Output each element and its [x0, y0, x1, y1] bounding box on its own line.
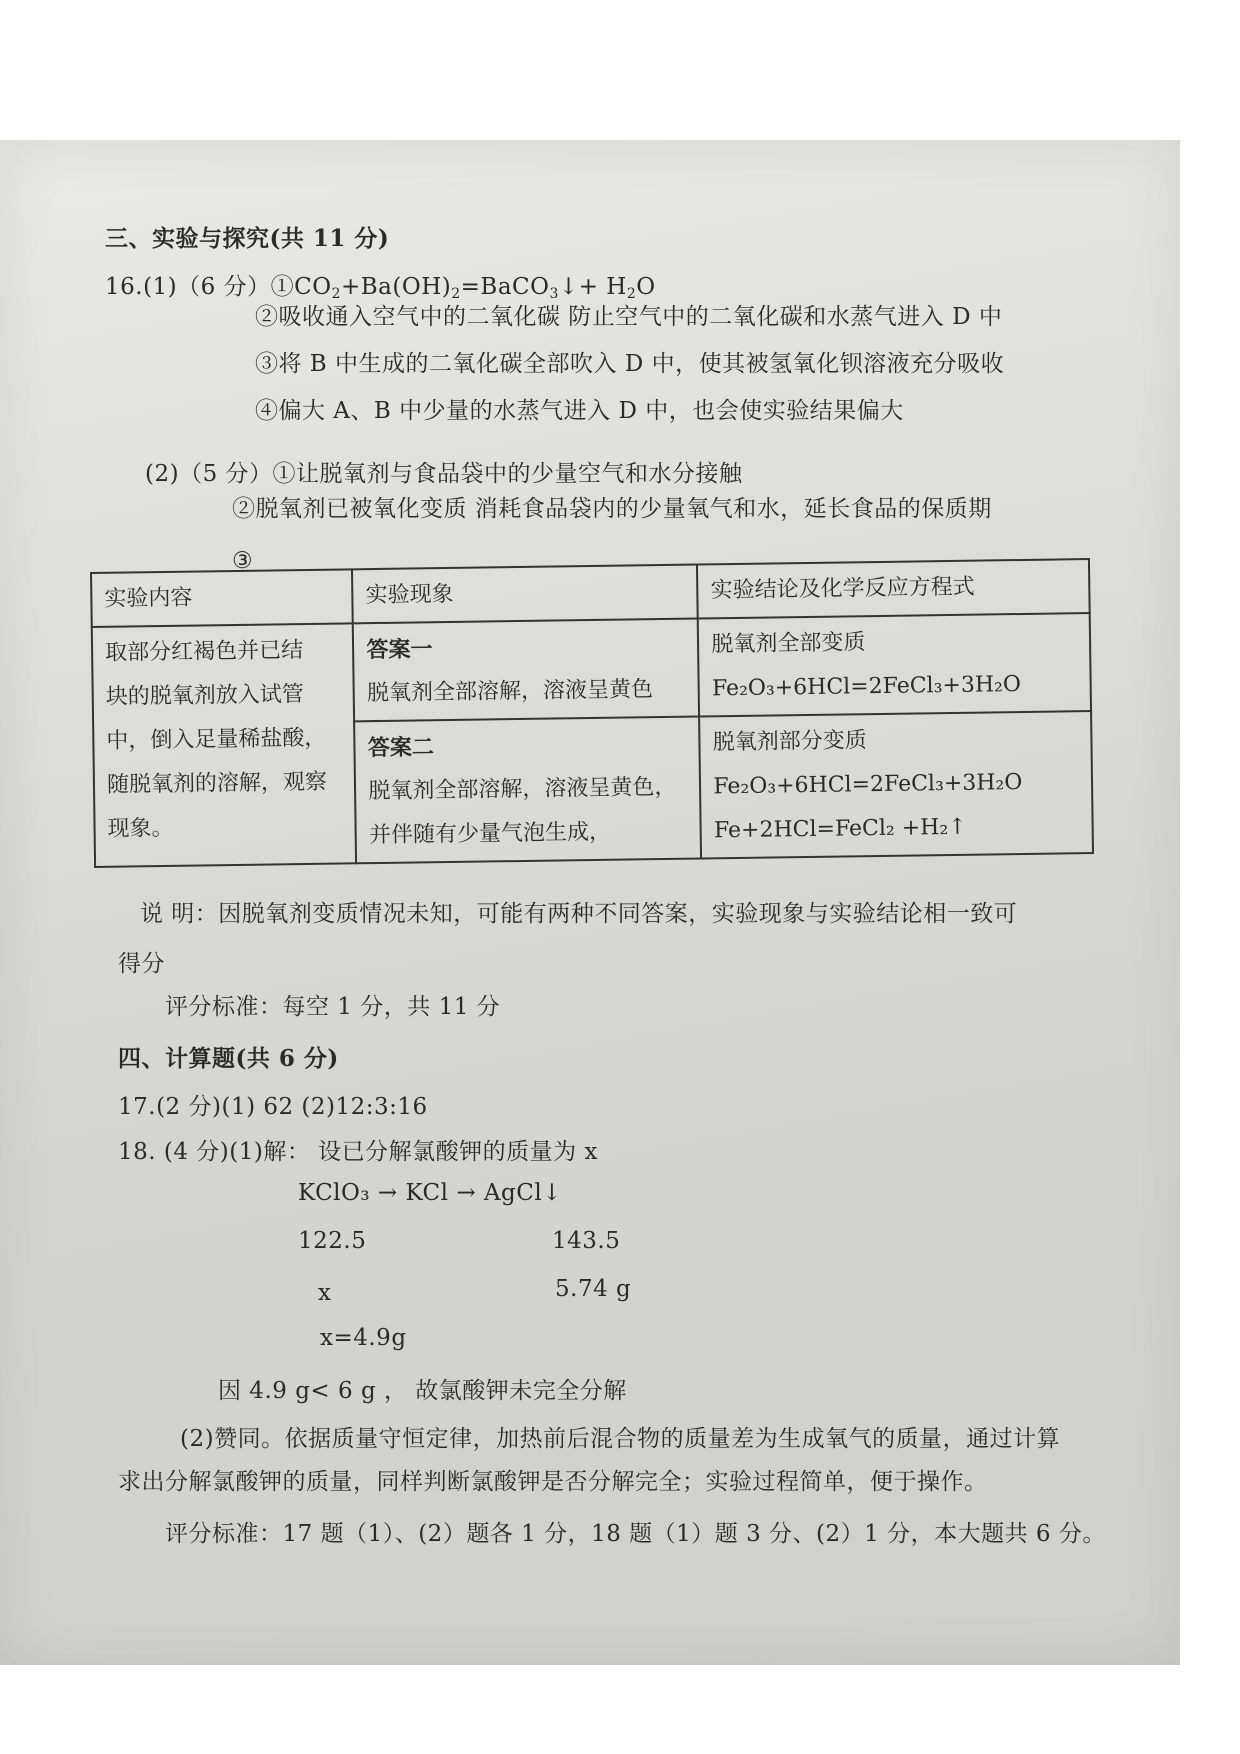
section-3-scoring: 评分标准：每空 1 分，共 11 分 [165, 994, 501, 1020]
answer-1-equation: Fe₂O₃+6HCl=2FeCl₃+3H₂O [711, 672, 1022, 702]
answer-2-equation-2: Fe+2HCl=FeCl₂ +H₂↑ [713, 814, 967, 844]
explanation-line-1: 说 明：因脱氧剂变质情况未知，可能有两种不同答案，实验现象与实验结论相一致可 [140, 901, 1018, 927]
q18-unknown-x: x [318, 1280, 332, 1306]
q16-1-answer-3: ③将 B 中生成的二氧化碳全部吹入 D 中，使其被氢氧化钡溶液充分吸收 [255, 351, 1005, 377]
q16-2-answer-2: ②脱氧剂已被氧化变质 消耗食品袋内的少量氧气和水，延长食品的保质期 [232, 496, 992, 522]
q16-1-answer-4: ④偏大 A、B 中少量的水蒸气进入 D 中，也会使实验结果偏大 [255, 398, 904, 424]
q18-conclusion: 因 4.9 g< 6 g ， 故氯酸钾未完全分解 [218, 1378, 627, 1404]
section-3-heading: 三、实验与探究(共 11 分) [105, 225, 390, 252]
answer-1-conclusion: 脱氧剂全部变质 [711, 630, 866, 658]
content-line: 块的脱氧剂放入试管 [105, 682, 304, 710]
q18-reaction-chain: KClO₃ → KCl → AgCl↓ [298, 1180, 562, 1206]
answer-1-phenomenon-cell [353, 619, 699, 722]
explanation-line-2: 得分 [118, 951, 165, 977]
answer-1-title: 答案一 [366, 636, 433, 664]
content-line: 现象。 [107, 815, 174, 842]
table-row [92, 613, 1091, 725]
header-content: 实验内容 [91, 569, 353, 627]
content-line: 随脱氧剂的溶解，观察 [106, 769, 328, 798]
content-line: 取部分红褐色并已结 [104, 638, 304, 666]
answer-2-conclusion-cell [699, 711, 1093, 858]
q18-known-mass: 5.74 g [555, 1276, 632, 1302]
q17-answer: 17.(2 分)(1) 62 (2)12:3:16 [118, 1094, 428, 1120]
q16-2-answer-1: (2)（5 分）①让脱氧剂与食品袋中的少量空气和水分接触 [145, 461, 743, 487]
header-phenomenon: 实验现象 [352, 565, 698, 624]
answer-2-phenomenon-line-2: 并伴随有少量气泡生成， [368, 819, 612, 849]
content-line: 中，倒入足量稀盐酸， [106, 725, 327, 754]
answer-2-phenomenon-cell [354, 717, 701, 864]
section-4-scoring: 评分标准：17 题（1）、(2）题各 1 分，18 题（1）题 3 分、(2）1 分，本大题共 6 分。 [165, 1521, 1106, 1547]
q16-1-answer-2: ②吸收通入空气中的二氧化碳 防止空气中的二氧化碳和水蒸气进入 D 中 [255, 304, 1003, 330]
q16-1-equation: 16.(1)（6 分）$①CO_2+Ba(OH)_2=BaCO_3↓+ H_2O$ [105, 274, 656, 302]
q18-mass-agcl: 143.5 [552, 1228, 621, 1254]
section-4-heading: 四、计算题(共 6 分) [118, 1045, 339, 1072]
experiment-content-cell [92, 623, 357, 867]
q18-part2-line-1: (2)赞同。依据质量守恒定律，加热前后混合物的质量差为生成氧气的质量，通过计算 [180, 1426, 1061, 1452]
q16-2-answer-3: ③ [232, 548, 254, 574]
q18-part2-line-2: 求出分解氯酸钾的质量，同样判断氯酸钾是否分解完全；实验过程简单，便于操作。 [118, 1469, 988, 1495]
answer-2-conclusion: 脱氧剂部分变质 [712, 728, 867, 756]
answer-2-equation-1: Fe₂O₃+6HCl=2FeCl₃+3H₂O [713, 770, 1023, 800]
header-conclusion: 实验结论及化学反应方程式 [697, 559, 1089, 618]
answer-2-title: 答案二 [367, 734, 435, 762]
q18-mass-kclo3: 122.5 [298, 1228, 367, 1254]
q18-result: x=4.9g [320, 1325, 407, 1351]
q18-intro: 18. (4 分)(1)解： 设已分解氯酸钾的质量为 x [118, 1139, 598, 1165]
answer-2-phenomenon-line-1: 脱氧剂全部溶解，溶液呈黄色， [368, 774, 677, 805]
answer-1-conclusion-cell [698, 613, 1091, 716]
experiment-table [90, 558, 1094, 868]
answer-1-phenomenon: 脱氧剂全部溶解，溶液呈黄色 [366, 677, 654, 707]
